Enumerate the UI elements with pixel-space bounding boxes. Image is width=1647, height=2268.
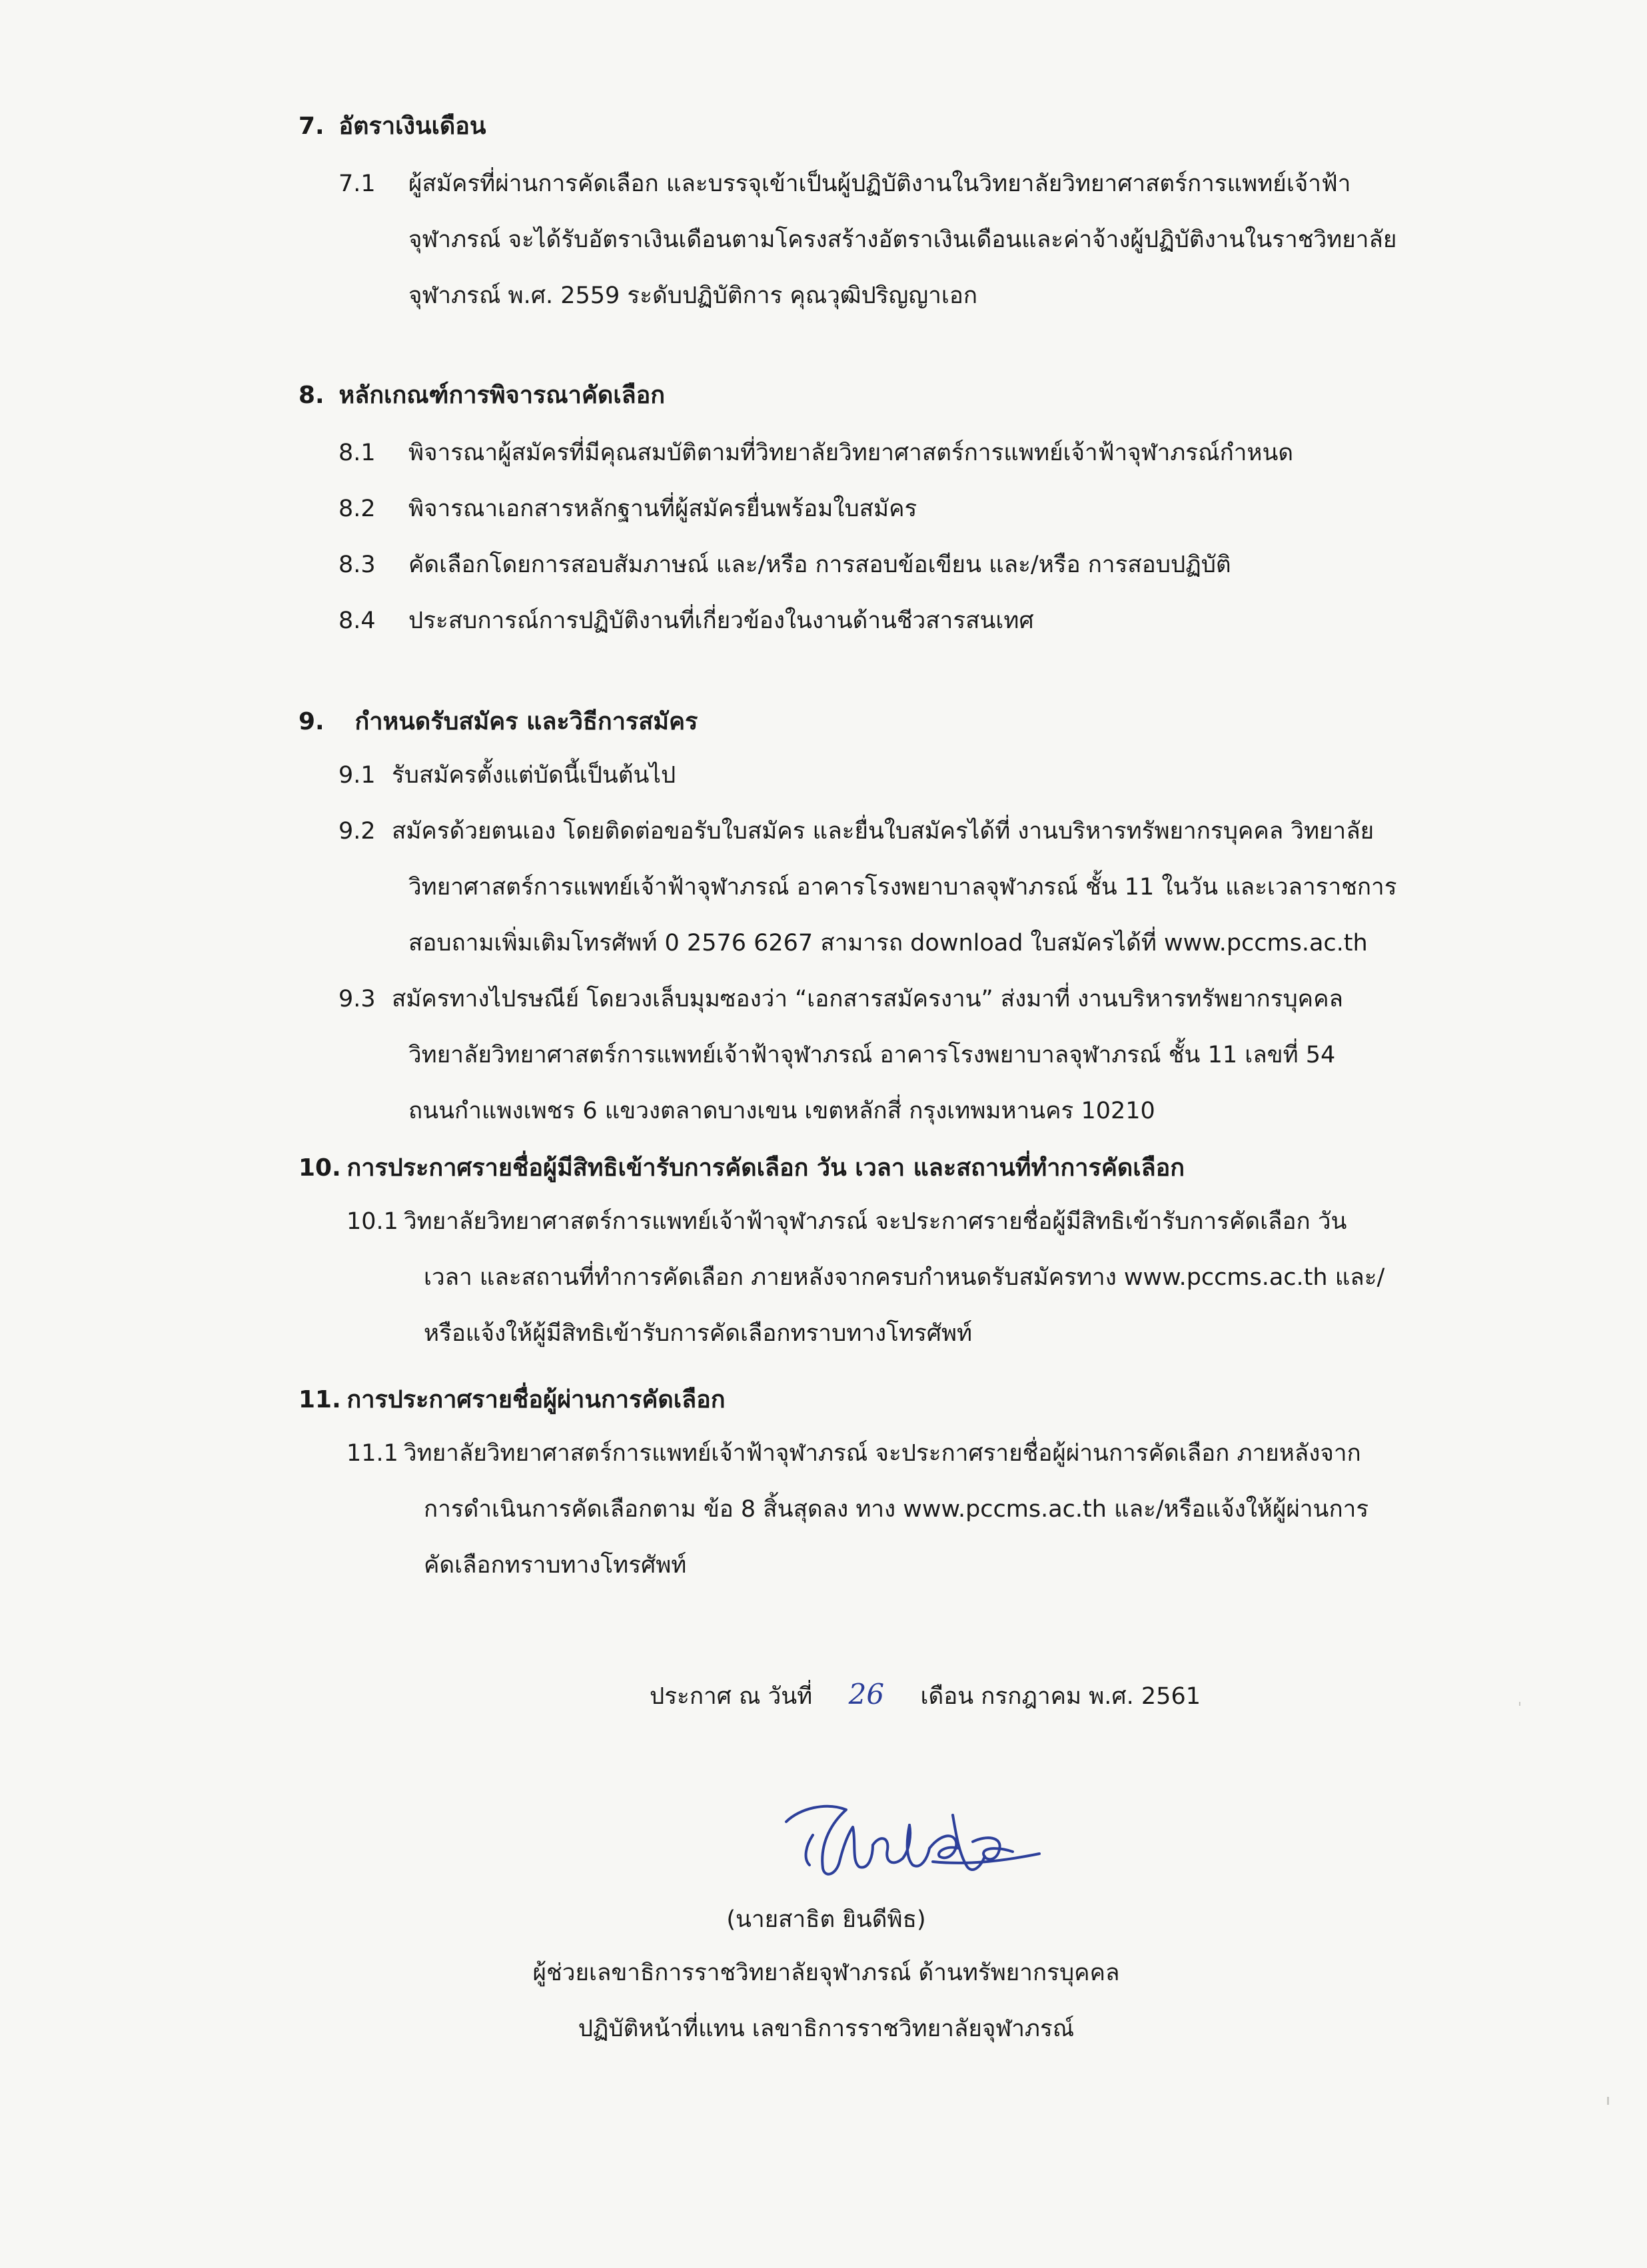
item-line: ผู้สมัครที่ผ่านการคัดเลือก และบรรจุเข้าเป็นผู้ปฏิบัติงานในวิทยาลัยวิทยาศาสตร์การแพทย์เจ้าฟ้า — [408, 171, 1351, 197]
item-line: วิทยาลัยวิทยาศาสตร์การแพทย์เจ้าฟ้าจุฬาภรณ์ จะประกาศรายชื่อผู้ผ่านการคัดเลือก ภายหลังจาก — [404, 1440, 1361, 1467]
section-title: กำหนดรับสมัคร และวิธีการสมัคร — [354, 708, 698, 735]
list-item — [298, 1425, 1511, 1593]
item-line: ประสบการณ์การปฏิบัติงานที่เกี่ยวข้องในงานด้านชีวสารสนเทศ — [408, 607, 1034, 634]
signatory-acting: ปฏิบัติหน้าที่แทน เลขาธิการราชวิทยาลัยจุฬาภรณ์ — [578, 2016, 1075, 2042]
item-line: จุฬาภรณ์ จะได้รับอัตราเงินเดือนตามโครงสร้างอัตราเงินเดือนและค่าจ้างผู้ปฏิบัติงานในราชวิทยาลัย — [408, 226, 1397, 253]
section-11 — [298, 1384, 1511, 1593]
announcement-prefix: ประกาศ ณ วันที่ — [650, 1683, 813, 1710]
item-line: ถนนกำแพงเพชร 6 แขวงตลาดบางเขน เขตหลักสี่ กรุงเทพมหานคร 10210 — [408, 1098, 1155, 1124]
item-number: 9.2 — [338, 818, 376, 845]
section-number: 7. — [298, 113, 324, 140]
list-item — [298, 593, 1511, 649]
announcement-date — [650, 1679, 1201, 1712]
item-line: หรือแจ้งให้ผู้มีสิทธิเข้ารับการคัดเลือกทราบทางโทรศัพท์ — [424, 1320, 973, 1347]
list-item — [298, 1194, 1511, 1361]
section-heading — [298, 111, 1511, 143]
item-number: 8.1 — [338, 440, 376, 466]
section-number: 8. — [298, 382, 324, 409]
section-heading — [298, 1152, 1511, 1184]
item-line: เวลา และสถานที่ทำการคัดเลือก ภายหลังจากครบกำหนดรับสมัครทาง www.pccms.ac.th และ/ — [424, 1264, 1385, 1291]
section-title: การประกาศรายชื่อผู้ผ่านการคัดเลือก — [346, 1386, 726, 1413]
announcement-day: 26 — [848, 1678, 885, 1710]
item-line: วิทยาศาสตร์การแพทย์เจ้าฟ้าจุฬาภรณ์ อาคารโรงพยาบาลจุฬาภรณ์ ชั้น 11 ในวัน และเวลาราชการ — [408, 874, 1397, 901]
announcement-suffix: เดือน กรกฎาคม พ.ศ. 2561 — [920, 1683, 1201, 1710]
section-number: 11. — [298, 1386, 341, 1413]
item-number: 10.1 — [346, 1208, 398, 1235]
scan-speck — [1607, 2097, 1609, 2105]
list-item — [298, 156, 1511, 324]
section-title: การประกาศรายชื่อผู้มีสิทธิเข้ารับการคัดเลือก วัน เวลา และสถานที่ทำการคัดเลือก — [346, 1154, 1185, 1182]
section-7 — [298, 111, 1511, 324]
item-line: การดำเนินการคัดเลือกตาม ข้อ 8 สิ้นสุดลง ทาง www.pccms.ac.th และ/หรือแจ้งให้ผู้ผ่านการ — [424, 1496, 1369, 1523]
item-line: วิทยาลัยวิทยาศาสตร์การแพทย์เจ้าฟ้าจุฬาภรณ์ อาคารโรงพยาบาลจุฬาภรณ์ ชั้น 11 เลขที่ 54 — [408, 1042, 1336, 1068]
item-line: รับสมัครตั้งแต่บัดนี้เป็นต้นไป — [392, 762, 676, 789]
item-text — [408, 156, 1511, 324]
item-line: วิทยาลัยวิทยาศาสตร์การแพทย์เจ้าฟ้าจุฬาภรณ์ จะประกาศรายชื่อผู้มีสิทธิเข้ารับการคัดเลือก วัน — [404, 1208, 1347, 1235]
item-line: สอบถามเพิ่มเติมโทรศัพท์ 0 2576 6267 สามารถ download ใบสมัครได้ที่ www.pccms.ac.th — [408, 930, 1368, 956]
item-line: สมัครด้วยตนเอง โดยติดต่อขอรับใบสมัคร และยื่นใบสมัครได้ที่ งานบริหารทรัพยากรบุคคล วิทยาลัย — [392, 818, 1374, 845]
section-title: หลักเกณฑ์การพิจารณาคัดเลือก — [338, 382, 666, 409]
list-item — [298, 425, 1511, 481]
item-line: จุฬาภรณ์ พ.ศ. 2559 ระดับปฏิบัติการ คุณวุฒิปริญญาเอก — [408, 282, 978, 309]
item-number: 7.1 — [338, 171, 376, 197]
list-item — [298, 537, 1511, 593]
list-item — [298, 971, 1511, 1139]
section-heading — [298, 706, 1511, 738]
section-8 — [298, 380, 1511, 649]
list-item — [298, 803, 1511, 971]
item-number: 8.3 — [338, 552, 376, 578]
item-line: พิจารณาผู้สมัครที่มีคุณสมบัติตามที่วิทยาลัยวิทยาศาสตร์การแพทย์เจ้าฟ้าจุฬาภรณ์กำหนด — [408, 440, 1294, 466]
section-number: 9. — [298, 708, 324, 735]
scan-speck — [1519, 1702, 1520, 1706]
section-9 — [298, 706, 1511, 1139]
section-10 — [298, 1152, 1511, 1361]
item-line: คัดเลือกทราบทางโทรศัพท์ — [424, 1552, 687, 1579]
item-line: คัดเลือกโดยการสอบสัมภาษณ์ และ/หรือ การสอบข้อเขียน และ/หรือ การสอบปฏิบัติ — [408, 552, 1231, 578]
item-number: 8.2 — [338, 496, 376, 522]
item-number: 11.1 — [346, 1440, 398, 1467]
item-line: พิจารณาเอกสารหลักฐานที่ผู้สมัครยื่นพร้อมใบสมัคร — [408, 496, 917, 522]
section-number: 10. — [298, 1154, 341, 1182]
list-item — [298, 481, 1511, 537]
item-number: 8.4 — [338, 607, 376, 634]
handwritten-signature — [773, 1795, 1053, 1895]
section-title: อัตราเงินเดือน — [338, 113, 486, 140]
signatory-position: ผู้ช่วยเลขาธิการราชวิทยาลัยจุฬาภรณ์ ด้านทรัพยากรบุคคล — [532, 1960, 1120, 1986]
section-heading — [298, 380, 1511, 412]
item-number: 9.1 — [338, 762, 376, 789]
list-item — [298, 747, 1511, 803]
item-line: สมัครทางไปรษณีย์ โดยวงเล็บมุมซองว่า “เอกสารสมัครงาน” ส่งมาที่ งานบริหารทรัพยากรบุคคล — [392, 986, 1343, 1012]
section-heading — [298, 1384, 1511, 1416]
item-number: 9.3 — [338, 986, 376, 1012]
signatory-name: (นายสาธิต ยินดีพิธ) — [726, 1906, 926, 1933]
